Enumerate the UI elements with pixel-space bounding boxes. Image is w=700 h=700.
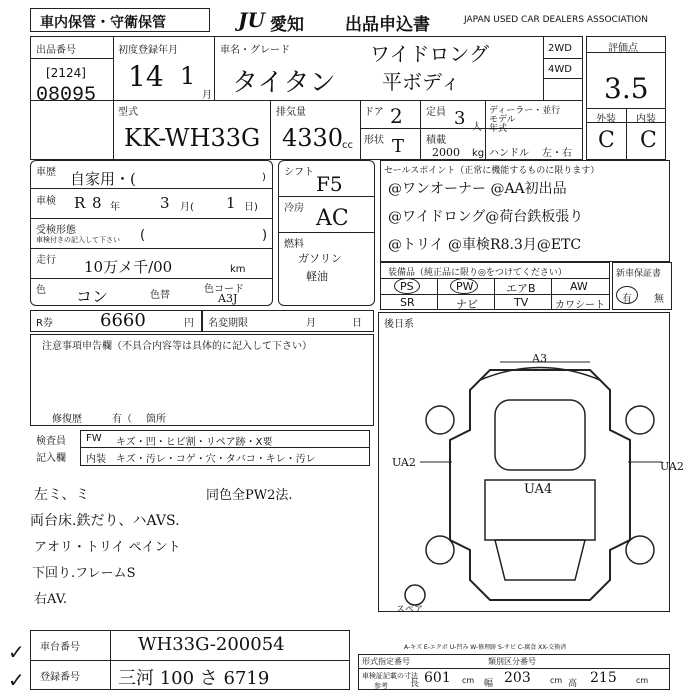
note-line-6: 右AV. bbox=[34, 592, 67, 607]
height-label: 高 bbox=[568, 679, 578, 689]
name-change-label: 名変期限 bbox=[208, 318, 248, 329]
inspector-label2: 記入欄 bbox=[36, 453, 66, 464]
rating-label: 評価点 bbox=[608, 43, 638, 54]
dimensions-label3: 車検証記載の寸法 bbox=[362, 672, 418, 680]
equipment-pw: PW bbox=[456, 280, 474, 293]
ac-value: AC bbox=[316, 206, 349, 231]
form-title: 出品申込書 bbox=[345, 15, 430, 35]
equipment-label: 装備品（純正品に限り◎をつけてください） bbox=[388, 268, 567, 278]
displacement-unit: cc bbox=[342, 140, 353, 151]
capacity-unit: 人 bbox=[472, 122, 482, 133]
name-change-day: 日 bbox=[352, 318, 362, 329]
inspection-year: 8 bbox=[92, 194, 102, 212]
history-label: 車歴 bbox=[36, 167, 56, 178]
registration-label: 初度登録年月 bbox=[118, 45, 178, 56]
equipment-sr: SR bbox=[400, 296, 415, 309]
vehicle-diagram bbox=[400, 340, 680, 620]
selling-point-2: @ワイドロング@荷台鉄板張り bbox=[388, 209, 584, 225]
name-change-month: 月 bbox=[306, 318, 316, 329]
registration-month: 1 bbox=[180, 62, 196, 90]
fuel-value1: ガソリン bbox=[298, 252, 342, 265]
load-value: 2000 bbox=[432, 146, 460, 159]
plate-label: 登録番号 bbox=[40, 672, 80, 683]
note-line-5: 下回り.フレームS bbox=[32, 566, 136, 581]
height-unit: cm bbox=[636, 676, 649, 685]
history-value: 自家用・( bbox=[70, 170, 136, 188]
exterior-label: 外装 bbox=[596, 114, 616, 125]
width-value: 203 bbox=[504, 670, 531, 686]
inspection-day: 1 bbox=[226, 194, 236, 212]
org-name: 愛知 bbox=[270, 15, 304, 35]
inspection-era: R bbox=[74, 194, 86, 212]
ac-label: 冷房 bbox=[284, 203, 304, 214]
mark-right: UA2 bbox=[660, 460, 684, 473]
drive-2wd: 2WD bbox=[548, 43, 572, 54]
model-label: 型式 bbox=[118, 107, 138, 118]
notes-label: 注意事項申告欄（不具合内容等は具体的に記入して下さい） bbox=[42, 341, 312, 352]
width-unit: cm bbox=[550, 676, 563, 685]
warranty-yes: 有 bbox=[622, 294, 632, 305]
mileage-unit: km bbox=[230, 264, 246, 275]
color-code: A3J bbox=[218, 292, 238, 305]
circle-mark-pw bbox=[450, 278, 478, 294]
doors-label: ドア bbox=[364, 107, 384, 118]
post-label: 後日系 bbox=[384, 319, 414, 330]
load-label: 積載 bbox=[426, 135, 446, 146]
plate-value: 三河 100 さ 6719 bbox=[118, 668, 270, 689]
damage-legend: A-キズ E-エクボ U-凹み W-修理跡 S-サビ C-腐食 XX-交換済 bbox=[404, 644, 567, 651]
equipment-leather-seat: カワシート bbox=[555, 300, 605, 311]
exterior-grade: C bbox=[598, 128, 615, 153]
checkmark-2: ✓ bbox=[8, 668, 25, 692]
repair-place: 箇所 bbox=[146, 414, 166, 425]
mark-left: UA2 bbox=[392, 456, 416, 469]
capacity-value: 3 bbox=[454, 108, 466, 129]
inspector-row1-prefix: FW bbox=[86, 433, 102, 444]
model-value: KK-WH33G bbox=[124, 124, 261, 152]
chassis-label: 車台番号 bbox=[40, 642, 80, 653]
color-value: コン bbox=[76, 287, 109, 306]
inspector-label1: 検査員 bbox=[36, 436, 66, 447]
interior-label: 内装 bbox=[636, 114, 656, 125]
spare-label: スペア bbox=[396, 605, 424, 615]
recycle-value: 6660 bbox=[100, 310, 146, 331]
recycle-label: R券 bbox=[36, 318, 53, 329]
inspection-month-unit: 月( bbox=[180, 202, 194, 213]
mark-top: A3 bbox=[532, 352, 547, 365]
checkmark-1: ✓ bbox=[8, 640, 25, 664]
length-label: 長 bbox=[410, 679, 420, 689]
recycle-unit: 円 bbox=[184, 318, 194, 329]
car-name: タイタン bbox=[232, 68, 336, 98]
inspector-row1-items: キズ・凹・ヒビ割・リペア跡・X要 bbox=[116, 437, 273, 448]
registration-year: 14 bbox=[128, 60, 164, 93]
note-line-2: 同色全PW2法. bbox=[206, 488, 293, 503]
selling-point-3: @トリイ @車検R8.3月@ETC bbox=[388, 237, 582, 253]
inspector-row2-prefix: 内装 bbox=[86, 454, 106, 465]
association-name: JAPAN USED CAR DEALERS ASSOCIATION bbox=[464, 15, 648, 25]
lot-label: 出品番号 bbox=[36, 45, 76, 56]
model-year-label: モデル年式 bbox=[489, 115, 516, 134]
repair-value: 有（ bbox=[112, 414, 132, 425]
handle-label: ハンドル bbox=[489, 148, 529, 159]
repair-label: 修復歴 bbox=[52, 414, 82, 425]
color-change-label: 色替 bbox=[150, 290, 170, 301]
storage-label: 車内保管・守衛保管 bbox=[40, 15, 166, 31]
circle-mark-warranty bbox=[616, 286, 638, 304]
displacement-label: 排気量 bbox=[276, 107, 306, 118]
dimensions-label2: 類別区分番号 bbox=[488, 657, 536, 666]
length-value: 601 bbox=[424, 670, 451, 686]
length-unit: cm bbox=[462, 676, 475, 685]
warranty-label: 新車保証書 bbox=[616, 269, 662, 279]
inspector-row2-items: キズ・汚レ・コゲ・穴・タバコ・キレ・汚レ bbox=[116, 454, 316, 465]
mark-center: UA4 bbox=[524, 482, 553, 497]
acceptance-note: 車検付きの記入して下さい bbox=[36, 236, 120, 244]
inspection-label: 車検 bbox=[36, 196, 56, 207]
note-line-4: アオリ・トリイ ペイント bbox=[34, 540, 181, 555]
dimensions-label4: 参考 bbox=[374, 682, 388, 690]
lot-number: 08095 bbox=[36, 84, 97, 107]
grade-line2: 平ボディ bbox=[382, 70, 461, 94]
height-value: 215 bbox=[590, 670, 617, 686]
width-label: 幅 bbox=[484, 679, 494, 689]
color-code-label: 色コード bbox=[204, 284, 244, 295]
mileage-label: 走行 bbox=[36, 255, 56, 266]
shift-value: F5 bbox=[316, 172, 343, 196]
circle-mark-ps bbox=[394, 278, 420, 294]
equipment-aw: AW bbox=[570, 280, 588, 293]
fuel-label: 燃料 bbox=[284, 239, 304, 250]
note-line-1: 左ミ、ミ bbox=[34, 487, 90, 503]
interior-grade: C bbox=[640, 128, 657, 153]
rating-score: 3.5 bbox=[604, 72, 649, 105]
fuel-value2: 軽油 bbox=[306, 270, 328, 283]
inspection-month: 3 bbox=[160, 194, 170, 212]
car-name-label: 車名・グレード bbox=[220, 45, 290, 56]
doors-value: 2 bbox=[390, 104, 403, 128]
selling-point-1: @ワンオーナー @AA初出品 bbox=[388, 181, 567, 197]
drive-4wd: 4WD bbox=[548, 64, 572, 75]
dimensions-label1: 形式指定番号 bbox=[362, 657, 410, 666]
selling-points-label: セールスポイント（正常に機能するものに限ります） bbox=[384, 166, 600, 176]
mileage-value: 10万メ千/00 bbox=[84, 258, 173, 276]
dealer-import-label: ディーラー・並行 bbox=[489, 106, 561, 116]
load-unit: kg bbox=[472, 148, 485, 159]
shape-value: T bbox=[392, 136, 405, 157]
equipment-ps: PS bbox=[400, 280, 414, 293]
lot-code: [2124] bbox=[46, 66, 86, 80]
inspection-day-unit: 日) bbox=[244, 202, 258, 213]
history-close: ) bbox=[262, 172, 266, 183]
color-label: 色 bbox=[36, 285, 46, 296]
registration-month-unit: 月 bbox=[202, 90, 212, 101]
warranty-no: 無 bbox=[654, 294, 664, 305]
handle-options: 左・右 bbox=[542, 148, 572, 159]
acceptance-label: 受検形態 bbox=[36, 225, 76, 236]
equipment-navi: ナビ bbox=[456, 298, 478, 311]
displacement-value: 4330 bbox=[282, 124, 344, 152]
acceptance-close: ) bbox=[262, 228, 268, 243]
shape-label: 形状 bbox=[364, 135, 384, 146]
equipment-airbag: エアB bbox=[506, 282, 536, 295]
grade-line1: ワイドロング bbox=[370, 42, 489, 66]
note-line-3: 両台床.鉄だり、ハAVS. bbox=[30, 513, 180, 529]
shift-label: シフト bbox=[284, 167, 314, 178]
chassis-value: WH33G-200054 bbox=[138, 634, 285, 655]
acceptance-open: ( bbox=[140, 228, 146, 243]
inspection-year-unit: 年 bbox=[110, 202, 120, 213]
equipment-tv: TV bbox=[514, 296, 529, 309]
ju-logo: JU bbox=[238, 8, 265, 32]
capacity-label: 定員 bbox=[426, 107, 446, 118]
